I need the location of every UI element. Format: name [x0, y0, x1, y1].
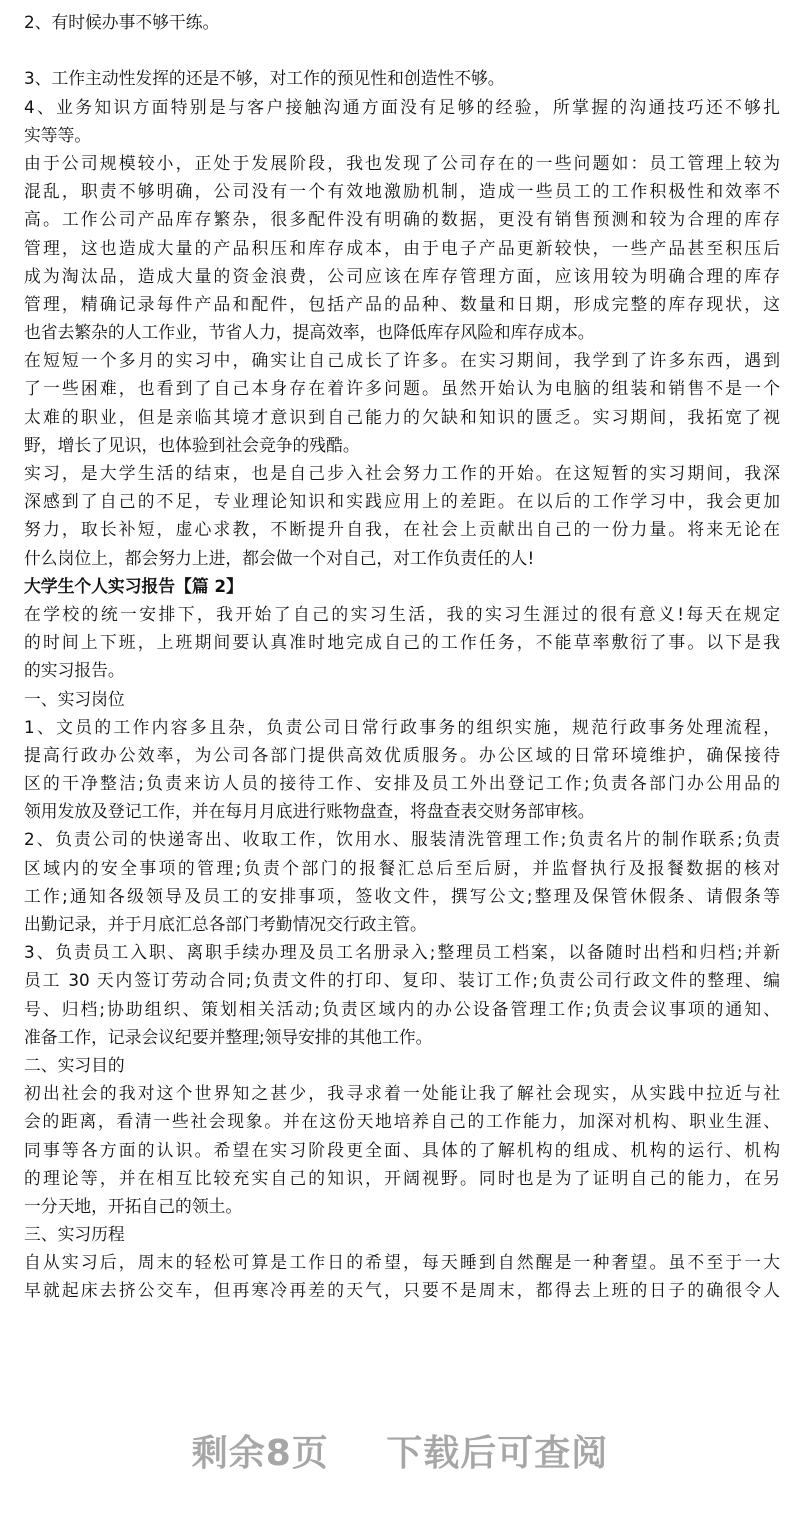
text-line: 一、实习岗位	[24, 688, 125, 709]
text-line: 成为淘汰品，造成大量的资金浪费，公司应该在库存管理方面，应该用较为明确合理的库存	[24, 265, 780, 286]
text-line: 管理，精确记录每件产品和配件，包括产品的品种、数量和日期，形成完整的库存现状，这	[24, 293, 780, 314]
text-line: 会的距离，看清一些社会现象。并在这份天地培养自己的工作能力，加深对机构、职业生涯、	[24, 1111, 780, 1132]
text-line: 出勤记录，并于月底汇总各部门考勤情况交行政主管。	[24, 914, 427, 934]
text-line: 工作;通知各级领导及员工的安排事项，签收文件，撰写公文;整理及保管休假条、请假条等	[24, 885, 780, 906]
blank-line	[24, 36, 780, 64]
text-line: 在短短一个多月的实习中，确实让自己成长了许多。在实习期间，我学到了许多东西，遇到	[24, 350, 780, 371]
text-line: 2、有时候办事不够干练。	[24, 12, 220, 32]
document-body	[24, 8, 780, 1305]
text-line: 初出社会的我对这个世界知之甚少，我寻求着一处能让我了解社会现实，从实践中拉近与社	[24, 1083, 780, 1104]
text-line: 区的干净整洁;负责来访人员的接待工作、安排及员工外出登记工作;负责各部门办公用品的	[24, 773, 780, 794]
text-line: 早就起床去挤公交车，但再寒冷再差的天气，只要不是周末，都得去上班的日子的确很令人	[24, 1280, 780, 1301]
text-line: 由于公司规模较小，正处于发展阶段，我也发现了公司存在的一些问题如：员工管理上较为	[24, 152, 780, 173]
text-line: 也省去繁杂的人工作业，节省人力，提高效率，也降低库存风险和库存成本。	[24, 322, 595, 343]
download-to-view-text[interactable]: 下载后可查阅	[386, 1433, 609, 1474]
text-line: 实等等。	[24, 124, 92, 145]
text-line: 员工 30 天内签订劳动合同;负责文件的打印、复印、装订工作;负责公司行政文件的整理、编	[24, 970, 780, 991]
text-line: 混乱，职责不够明确，公司没有一个有效地激励机制，造成一些员工的工作积极性和效率不	[24, 181, 780, 202]
text-line: 高。工作公司产品库存繁杂，很多配件没有明确的数据，更没有销售预测和较为合理的库存	[24, 209, 780, 230]
text-line: 自从实习后，周末的轻松可算是工作日的希望，每天睡到自然醒是一种奢望。虽不至于一大	[24, 1252, 780, 1273]
text-line: 深感到了自己的不足，专业理论知识和实践应用上的差距。在以后的工作学习中，我会更加	[24, 491, 780, 512]
text-line: 3、工作主动性发挥的还是不够，对工作的预见性和创造性不够。	[24, 68, 505, 89]
text-line: 的时间上下班，上班期间要认真准时地完成自己的工作任务，不能草率敷衍了事。以下是我	[24, 632, 780, 653]
text-line: 什么岗位上，都会努力上进，都会做一个对自己，对工作负责任的人!	[24, 547, 535, 568]
text-line: 领用发放及登记工作，并在每月月底进行账物盘查，将盘查表交财务部审核。	[24, 801, 595, 822]
text-line: 提高行政办公效率，为公司各部门提供高效优质服务。办公区域的日常环境维护，确保接待	[24, 744, 780, 765]
text-line: 努力，取长补短，虚心求教，不断提升自我，在社会上贡献出自己的一份力量。将来无论在	[24, 519, 780, 540]
text-line: 一分天地，开拓自己的领土。	[24, 1195, 243, 1216]
remaining-pages-text: 剩余8页	[191, 1433, 329, 1474]
text-line: 的实习报告。	[24, 660, 125, 681]
text-line: 3、负责员工入职、离职手续办理及员工名册录入;整理员工档案，以备随时出档和归档;并新	[24, 942, 780, 963]
text-line: 准备工作，记录会议纪要并整理;领导安排的其他工作。	[24, 1026, 433, 1047]
text-line: 4、业务知识方面特别是与客户接触沟通方面没有足够的经验，所掌握的沟通技巧还不够扎	[24, 96, 780, 117]
remaining-pages-banner[interactable]	[0, 1425, 800, 1476]
text-line: 1、文员的工作内容多且杂，负责公司日常行政事务的组织实施，规范行政事务处理流程，	[24, 716, 780, 737]
text-line: 了一些困难，也看到了自己本身存在着许多问题。虽然开始认为电脑的组装和销售不是一个	[24, 378, 780, 399]
text-line: 号、归档;协助组织、策划相关活动;负责区域内的办公设备管理工作;负责会议事项的通知、	[24, 998, 780, 1019]
text-line: 管理，这也造成大量的产品积压和库存成本，由于电子产品更新较快，一些产品甚至积压后	[24, 237, 780, 258]
text-line: 同事等各方面的认识。希望在实习阶段更全面、具体的了解机构的组成、机构的运行、机构	[24, 1139, 780, 1160]
text-line: 在学校的统一安排下，我开始了自己的实习生活，我的实习生涯过的很有意义!每天在规定	[24, 603, 780, 624]
text-line: 二、实习目的	[24, 1054, 125, 1075]
text-line: 野，增长了见识，也体验到社会竞争的残酷。	[24, 434, 360, 455]
section-heading: 大学生个人实习报告【篇 2】	[24, 575, 243, 596]
text-line: 2、负责公司的快递寄出、收取工作，饮用水、服装清洗管理工作;负责名片的制作联系;负责	[24, 829, 780, 850]
text-line: 太难的职业，但是亲临其境才意识到自己能力的欠缺和知识的匮乏。实习期间，我拓宽了视	[24, 406, 780, 427]
text-line: 实习，是大学生活的结束，也是自己步入社会努力工作的开始。在这短暂的实习期间，我深	[24, 463, 780, 483]
text-line: 区域内的安全事项的管理;负责个部门的报餐汇总后至后厨，并监督执行及报餐数据的核对	[24, 857, 780, 878]
text-line: 的理论等，并在相互比较充实自己的知识，开阔视野。同时也是为了证明自己的能力，在另	[24, 1167, 780, 1188]
text-line: 三、实习历程	[24, 1224, 125, 1245]
